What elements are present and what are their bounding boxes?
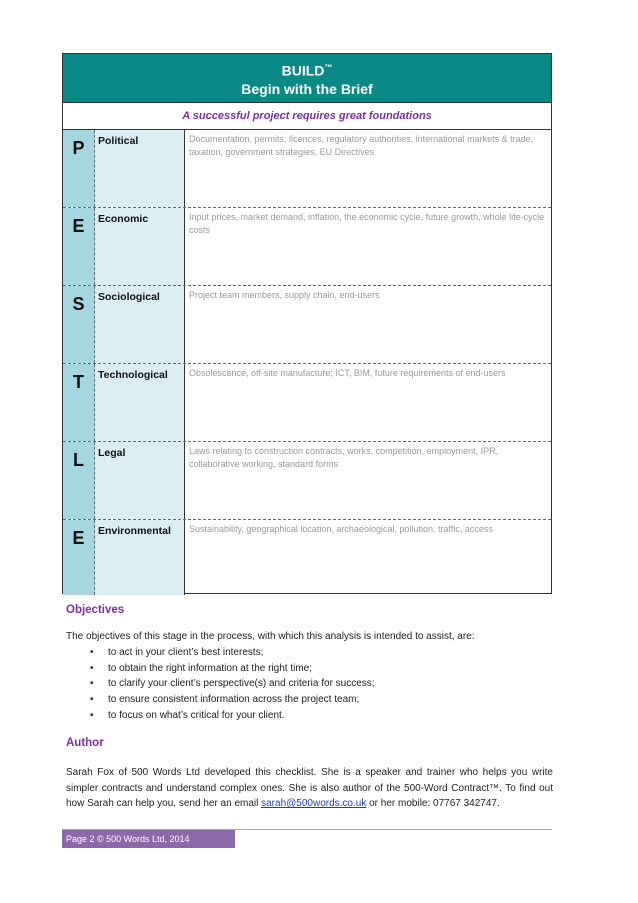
table-row-economic [63, 208, 551, 286]
bullet-icon: • [90, 678, 94, 690]
table-row-legal [63, 442, 551, 520]
bullet-icon: • [90, 647, 94, 658]
row-letter: S [63, 286, 95, 363]
row-name: Environmental [95, 520, 185, 595]
bullet-icon: • [90, 662, 94, 674]
objectives-heading: Objectives [66, 604, 125, 616]
row-letter: E [63, 208, 95, 285]
author-email-link[interactable]: sarah@500words.co.uk [261, 798, 367, 809]
row-description: Laws relating to construction contracts, works, competition, employment, IPR, collaborative working, standard forms [189, 446, 499, 469]
objectives-intro: The objectives of this stage in the process, with which this analysis is intended to assist, are: [66, 631, 475, 642]
table-row-technological [63, 364, 551, 442]
row-letter: T [63, 364, 95, 441]
pestle-table [62, 53, 552, 594]
row-description: Sustainability, geographical location, archaeological, pollution, traffic, access [189, 524, 493, 534]
row-description: Input prices, market demand, inflation, the economic cycle, future growth, whole life-cycle costs [189, 212, 545, 235]
row-letter: L [63, 442, 95, 519]
row-description: Project team members, supply chain, end-users [189, 290, 380, 300]
bullet-icon: • [90, 709, 94, 721]
trademark-mark: ™ [324, 63, 333, 72]
header-subtitle: Begin with the Brief [241, 80, 373, 97]
header-title: BUILD™ [281, 62, 333, 79]
row-description: Obsolescence, off-site manufacture; ICT, BIM, future requirements of end-users [189, 368, 506, 378]
row-name: Economic [95, 208, 185, 285]
list-item: • to ensure consistent information across the project team; [90, 692, 375, 708]
list-item: • to act in your client’s best interests; [90, 645, 375, 661]
author-heading: Author [66, 737, 104, 749]
row-description: Documentation, permits, licences, regulatory authorities, international markets & trade, taxation, government strategies, EU Directives [189, 134, 534, 157]
list-item: • to obtain the right information at the right time; [90, 661, 375, 677]
row-name: Political [95, 130, 185, 207]
table-row-sociological [63, 286, 551, 364]
table-row-environmental [63, 520, 551, 595]
row-name: Sociological [95, 286, 185, 363]
list-item: • to clarify your client’s perspective(s) and criteria for success; [90, 676, 375, 692]
list-item: • to focus on what’s critical for your client. [90, 708, 375, 724]
row-name: Technological [95, 364, 185, 441]
bullet-icon: • [90, 694, 94, 706]
author-paragraph: Sarah Fox of 500 Words Ltd developed this checklist. She is a speaker and trainer who helps you write simpler contracts and understand complex ones. She is also author of the 500-Word Contract™. To find out how Sarah can help you, send her an email sarah@500words.co.uk or her mobile: 07767 342747. [66, 767, 553, 809]
row-letter: P [63, 130, 95, 207]
row-letter: E [63, 520, 95, 595]
row-name: Legal [95, 442, 185, 519]
page-footer: Page 2 © 500 Words Ltd, 2014 [62, 830, 235, 848]
table-header [63, 54, 551, 103]
table-row-political [63, 130, 551, 208]
objectives-list [90, 645, 375, 724]
tagline: A successful project requires great foundations [63, 103, 551, 130]
